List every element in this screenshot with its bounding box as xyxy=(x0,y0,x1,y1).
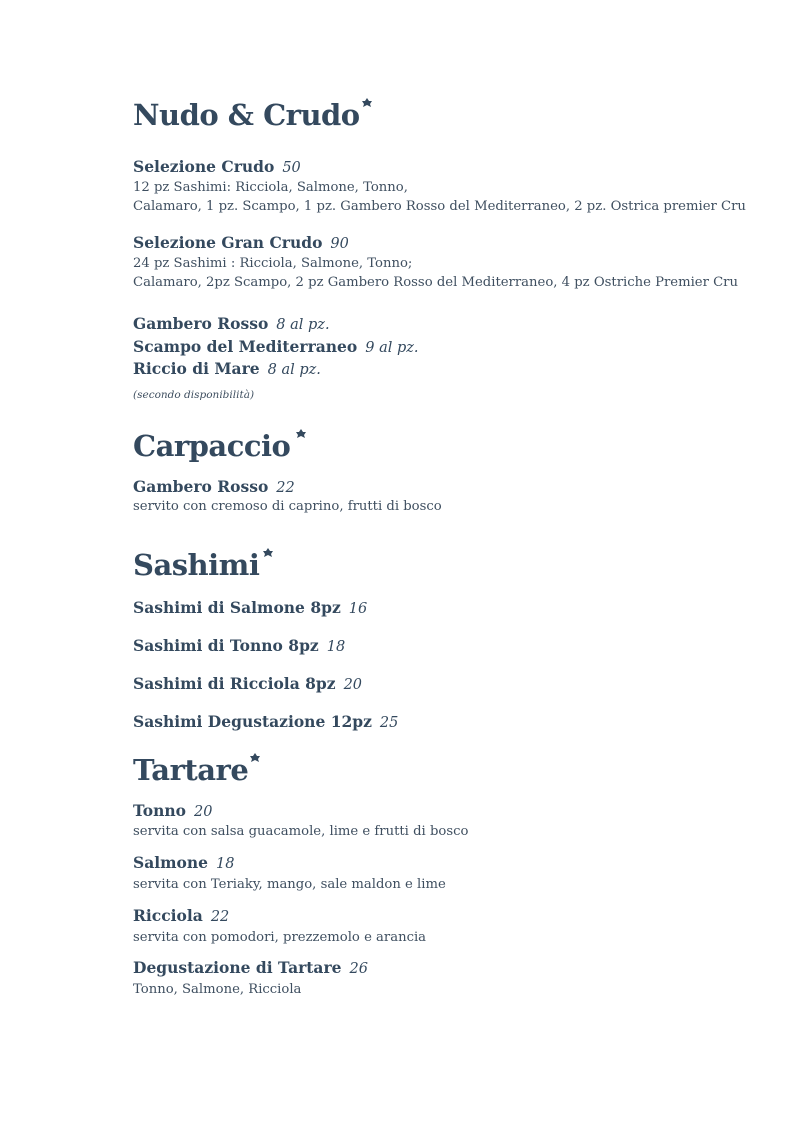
menu-item xyxy=(133,233,349,252)
item-description: servito con cremoso di caprino, frutti di bosco xyxy=(133,499,442,514)
menu-item xyxy=(133,314,330,333)
item-name: Tonno xyxy=(133,801,186,820)
item-description: 12 pz Sashimi: Ricciola, Salmone, Tonno, xyxy=(133,180,408,195)
item-price: 90 xyxy=(330,236,349,252)
item-name: Sashimi di Salmone 8pz xyxy=(133,598,341,617)
menu-item xyxy=(133,853,234,872)
item-price: 9 al pz. xyxy=(365,340,419,356)
item-description: 24 pz Sashimi : Ricciola, Salmone, Tonno; xyxy=(133,256,413,271)
item-price: 26 xyxy=(349,961,368,977)
menu-item xyxy=(133,157,301,176)
item-name: Riccio di Mare xyxy=(133,359,260,378)
item-price: 20 xyxy=(343,677,363,693)
section-title-sashimi xyxy=(133,548,273,582)
item-name: Ricciola xyxy=(133,906,203,925)
item-name: Sashimi di Tonno 8pz xyxy=(133,636,319,655)
leaf-icon xyxy=(263,548,273,558)
item-description: Calamaro, 2pz Scampo, 2 pz Gambero Rosso del Mediterraneo, 4 pz Ostriche Premier Cru xyxy=(133,275,738,290)
item-description: servita con salsa guacamole, lime e frutti di bosco xyxy=(133,824,469,839)
item-price: 8 al pz. xyxy=(276,317,330,333)
menu-item xyxy=(133,337,419,356)
item-price: 18 xyxy=(216,856,235,872)
menu-item xyxy=(133,801,212,820)
menu-item xyxy=(133,674,362,693)
item-price: 20 xyxy=(193,804,213,820)
item-price: 22 xyxy=(276,480,295,496)
item-price: 18 xyxy=(326,639,346,655)
section-title-text: Carpaccio xyxy=(133,429,291,463)
section-title-carpaccio xyxy=(133,429,306,463)
leaf-icon xyxy=(296,429,306,439)
item-price: 50 xyxy=(282,160,301,176)
section-title-tartare xyxy=(133,753,260,787)
item-name: Gambero Rosso xyxy=(133,477,269,496)
item-name: Sashimi di Ricciola 8pz xyxy=(133,674,336,693)
availability-note: (secondo disponibilità) xyxy=(133,389,255,401)
menu-item xyxy=(133,636,345,655)
item-price: 16 xyxy=(348,601,368,617)
item-name: Gambero Rosso xyxy=(133,314,269,333)
item-name: Scampo del Mediterraneo xyxy=(133,337,358,356)
item-name: Selezione Gran Crudo xyxy=(133,233,323,252)
item-description: Tonno, Salmone, Ricciola xyxy=(133,982,302,997)
section-title-text: Tartare xyxy=(133,753,249,787)
menu-item xyxy=(133,598,367,617)
item-description: servita con pomodori, prezzemolo e arancia xyxy=(133,930,427,945)
item-price: 8 al pz. xyxy=(267,362,321,378)
menu-item xyxy=(133,906,229,925)
item-name: Selezione Crudo xyxy=(133,157,275,176)
item-name: Salmone xyxy=(133,853,208,872)
item-price: 25 xyxy=(379,715,399,731)
menu-item xyxy=(133,958,368,977)
leaf-icon xyxy=(362,98,372,108)
item-name: Degustazione di Tartare xyxy=(133,958,342,977)
item-description: servita con Teriaky, mango, sale maldon e lime xyxy=(133,877,446,892)
item-name: Sashimi Degustazione 12pz xyxy=(133,712,372,731)
menu-item xyxy=(133,359,321,378)
item-description: Calamaro, 1 pz. Scampo, 1 pz. Gambero Rosso del Mediterraneo, 2 pz. Ostrica premier Cru xyxy=(133,199,746,214)
section-title-text: Sashimi xyxy=(133,548,260,582)
item-price: 22 xyxy=(210,909,230,925)
section-title-nudo-crudo xyxy=(133,98,372,132)
section-title-text: Nudo & Crudo xyxy=(133,98,360,132)
menu-item xyxy=(133,712,398,731)
menu-item xyxy=(133,477,295,496)
leaf-icon xyxy=(250,753,260,763)
